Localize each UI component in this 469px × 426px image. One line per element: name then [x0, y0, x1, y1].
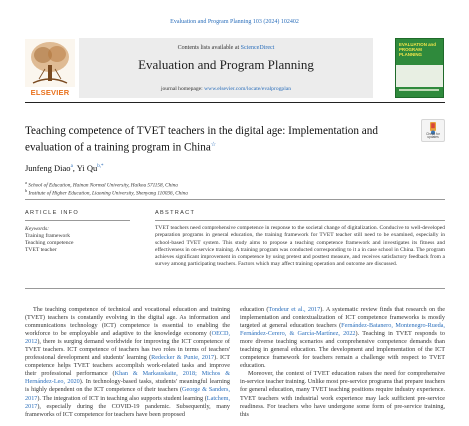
homepage-link[interactable]: www.elsevier.com/locate/evalprogplan: [204, 86, 292, 92]
body-text: ). A systematic review finds that research on the implementation and contextualization of ICT competence frameworks is mostly targeted at general education teachers (: [240, 306, 445, 330]
cover-stripe: [399, 89, 439, 91]
journal-name: Evaluation and Program Planning: [138, 57, 314, 72]
body-text: ). In technology-based tasks, students' meaningful learning is highly dependent on the ICT competence of their teachers (: [25, 378, 230, 394]
body-text: ). Teaching in TVET responds to more diverse teaching scenarios and comprehensive competence demands than teaching in general education. The development and implementation of the ICT competence framework for teachers remain a challenge with respect to TVET education.: [240, 330, 445, 370]
body-text: ), especially during the COVID-19 pandemic. Subsequently, many frameworks of ICT competence for teachers have been proposed: [25, 402, 230, 418]
citation-link[interactable]: OECD, 2012: [25, 330, 230, 346]
article-info-rule: [25, 220, 130, 221]
elsevier-tree-icon: [25, 39, 75, 87]
cover-title: EVALUATION and PROGRAM PLANNING: [399, 42, 436, 58]
body-column-left: [25, 306, 230, 426]
citation-link[interactable]: Khan & Markauskaite, 2018; Michos & Hernández-Leo, 2020: [25, 370, 230, 386]
contents-prefix: Contents lists available at: [177, 45, 241, 51]
author-1[interactable]: Junfeng Diao: [25, 163, 71, 173]
title-footnote-mark[interactable]: ☆: [210, 142, 217, 148]
contents-line: [79, 45, 373, 51]
check-for-updates-badge[interactable]: [421, 119, 445, 142]
abstract-divider: [25, 288, 445, 289]
publisher-name[interactable]: ELSEVIER: [30, 88, 70, 97]
citation-link[interactable]: Latchem, 2017: [25, 394, 230, 410]
affiliation-b-text: Institute of Higher Education, Liaoning University, Shenyang 110036, China: [28, 190, 188, 197]
abstract-heading: ABSTRACT: [155, 210, 196, 216]
author-separator: ,: [72, 163, 77, 173]
header-rule: [25, 102, 445, 103]
body-text: ). ICT competence helps TVET teachers accomplish work-related tasks and improve their professional performance (: [25, 354, 230, 378]
abstract-rule: [155, 220, 445, 221]
body-text: ), there is surging demand worldwide for improving the ICT competence of TVET teachers. ICT competence of teachers has two roles in terms of teachers' professional development and students' learning (: [25, 338, 230, 362]
affiliation-b: $^b$ Institute of Higher Education, Liaoning University, Shenyang 110036, China: [25, 188, 188, 197]
body-text: The teaching competence of technical and vocational education and training (TVET) teachers is constantly evolving in the digital age. As information and communications technology (ICT) competence is essential to enabling the workforce to be employable and adaptive to the knowledge economy (: [25, 306, 230, 338]
sciencedirect-link[interactable]: ScienceDirect: [240, 45, 275, 51]
homepage-line: [79, 86, 373, 92]
citation-link[interactable]: Redecker & Punie, 2017: [151, 354, 215, 362]
article-title-text: Teaching competence of TVET teachers in the digital age: Implementation and evaluation of a training program in China: [25, 125, 378, 154]
author-1-sup[interactable]: a: [70, 164, 73, 170]
citation-link[interactable]: Tondeur et al., 2017: [268, 306, 321, 313]
keyword-item: Training framework: [25, 233, 71, 239]
cover-band: [396, 65, 444, 87]
article-info-heading: ARTICLE INFO: [25, 210, 80, 216]
author-list: [25, 163, 104, 173]
author-2-sup[interactable]: b,*: [97, 164, 104, 170]
citation-link[interactable]: George & Sanders, 2017: [25, 386, 230, 402]
badge-text: Check for updates: [426, 131, 440, 140]
affiliation-divider: [25, 199, 445, 200]
journal-cover-thumbnail[interactable]: [395, 38, 444, 98]
body-text: ). The integration of ICT in teaching also supports student learning (: [37, 394, 207, 402]
affiliation-a-text: School of Education, Hainan Normal University, Haikou 571158, China: [28, 182, 178, 189]
abstract-text: TVET teachers need comprehensive competence in response to the societal change of digitalization. Conducive to well-developed preparation programs in general education, the training framework for TVET teacher still need to be examined, especially in school-based TVET system. This study aims to propose a teaching competence framework and investigates its fitness and effectiveness in on-service training. A training program was conducted corresponding to it a in case school in China. The program achieves significant improvement in competence by using pretest and posttest measure, and receives satisfactory feedback from a survey among participating teachers. Factors which may affect training operation and outcome are discussed.: [155, 225, 445, 268]
citation-link[interactable]: Fernández-Batanero, Montenegro-Rueda, Fernández-Cerero, & García-Martínez, 2022: [240, 322, 445, 338]
body-text: education (: [240, 306, 269, 313]
keyword-item: TVET teacher: [25, 247, 57, 253]
keyword-item: Teaching competence: [25, 240, 74, 246]
homepage-prefix: journal homepage:: [160, 86, 205, 92]
article-title: [25, 124, 395, 155]
journal-reference[interactable]: Evaluation and Program Planning 103 (2024) 102402: [170, 19, 299, 25]
body-column-right: [240, 306, 445, 426]
keywords-label: Keywords:: [25, 226, 50, 232]
author-2[interactable]: Yi Qu: [76, 163, 98, 173]
affiliation-a: $^a$ School of Education, Hainan Normal University, Haikou 571158, China: [25, 180, 178, 189]
body-text: Moreover, the context of TVET education raises the need for comprehensive in-service teacher training. Unlike most pre-service programs that prepare teachers for general education, many TVET teaching positions require industry experience. TVET teachers with industrial work experience may lack sufficient pre-service readiness. For teachers who have undergone some form of pre-service training, this: [240, 370, 445, 418]
